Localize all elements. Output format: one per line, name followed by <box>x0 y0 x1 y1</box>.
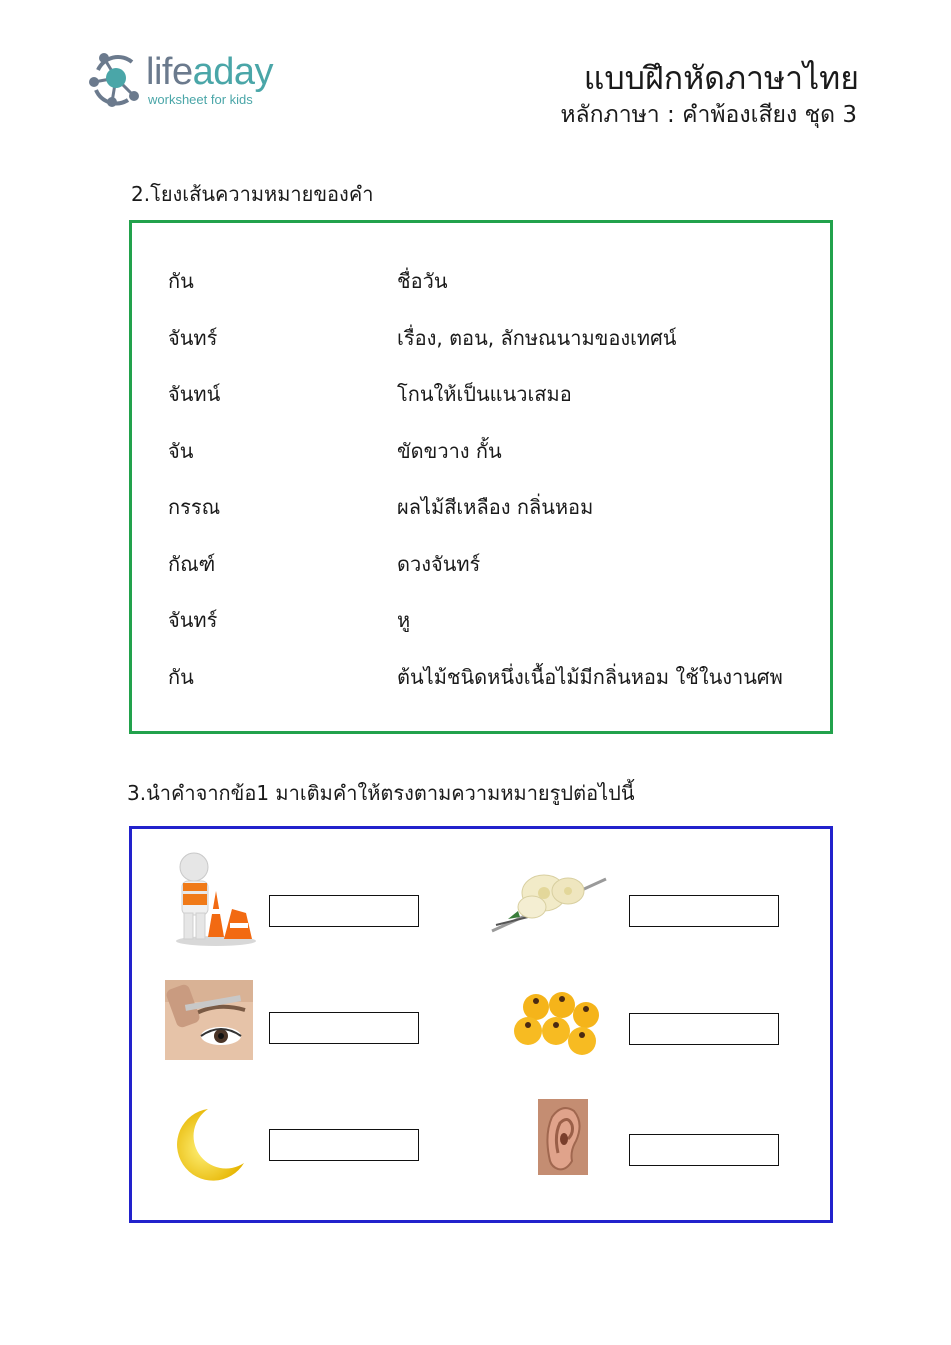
yellow-fruit-picture <box>512 991 604 1061</box>
worksheet-title: แบบฝึกหัดภาษาไทย <box>583 59 859 97</box>
answer-box-6[interactable] <box>629 1134 779 1166</box>
match-meaning: เรื่อง, ตอน, ลักษณนามของเทศน์ <box>397 326 677 350</box>
answer-box-5[interactable] <box>269 1129 419 1161</box>
matching-box <box>129 220 833 734</box>
match-word: กัน <box>168 665 194 689</box>
match-meaning: ดวงจันทร์ <box>397 552 481 576</box>
answer-box-1[interactable] <box>269 895 419 927</box>
match-meaning: ผลไม้สีเหลือง กลิ่นหอม <box>397 495 594 519</box>
match-word: กัณฑ์ <box>168 552 216 576</box>
logo-word-aday: aday <box>192 51 273 93</box>
answer-box-3[interactable] <box>269 1012 419 1044</box>
section3-heading: 3.นำคำจากข้อ1 มาเติมคำให้ตรงตามความหมายรูปต่อไปนี้ <box>127 781 635 805</box>
logo-wordmark <box>146 52 273 92</box>
match-word: กัน <box>168 269 194 293</box>
match-word: กรรณ <box>168 495 221 519</box>
worker-cones-picture <box>166 851 260 947</box>
match-word: จันทน์ <box>168 382 221 406</box>
match-word: จันทร์ <box>168 326 218 350</box>
ear-picture <box>538 1099 588 1175</box>
answer-box-4[interactable] <box>629 1013 779 1045</box>
match-meaning: ขัดขวาง กั้น <box>397 439 502 463</box>
match-meaning: ต้นไม้ชนิดหนึ่งเนื้อไม้มีกลิ่นหอม ใช้ในงานศพ <box>397 665 783 689</box>
worksheet-subtitle: หลักภาษา : คำพ้องเสียง ชุด 3 <box>560 102 857 128</box>
crescent-moon-picture <box>174 1107 246 1181</box>
match-meaning: ชื่อวัน <box>397 269 448 293</box>
logo-word-life: life <box>146 51 193 93</box>
answer-box-2[interactable] <box>629 895 779 927</box>
molecule-icon <box>89 53 139 107</box>
match-word: จัน <box>168 439 194 463</box>
picture-box <box>129 826 833 1223</box>
match-meaning: หู <box>397 608 411 632</box>
match-word: จันทร์ <box>168 608 218 632</box>
eyebrow-shaving-picture <box>165 980 253 1060</box>
match-meaning: โกนให้เป็นแนวเสมอ <box>397 382 572 406</box>
logo-tagline: worksheet for kids <box>148 92 253 107</box>
sandalwood-flower-picture <box>488 865 612 937</box>
section2-heading: 2.โยงเส้นความหมายของคำ <box>131 182 374 206</box>
